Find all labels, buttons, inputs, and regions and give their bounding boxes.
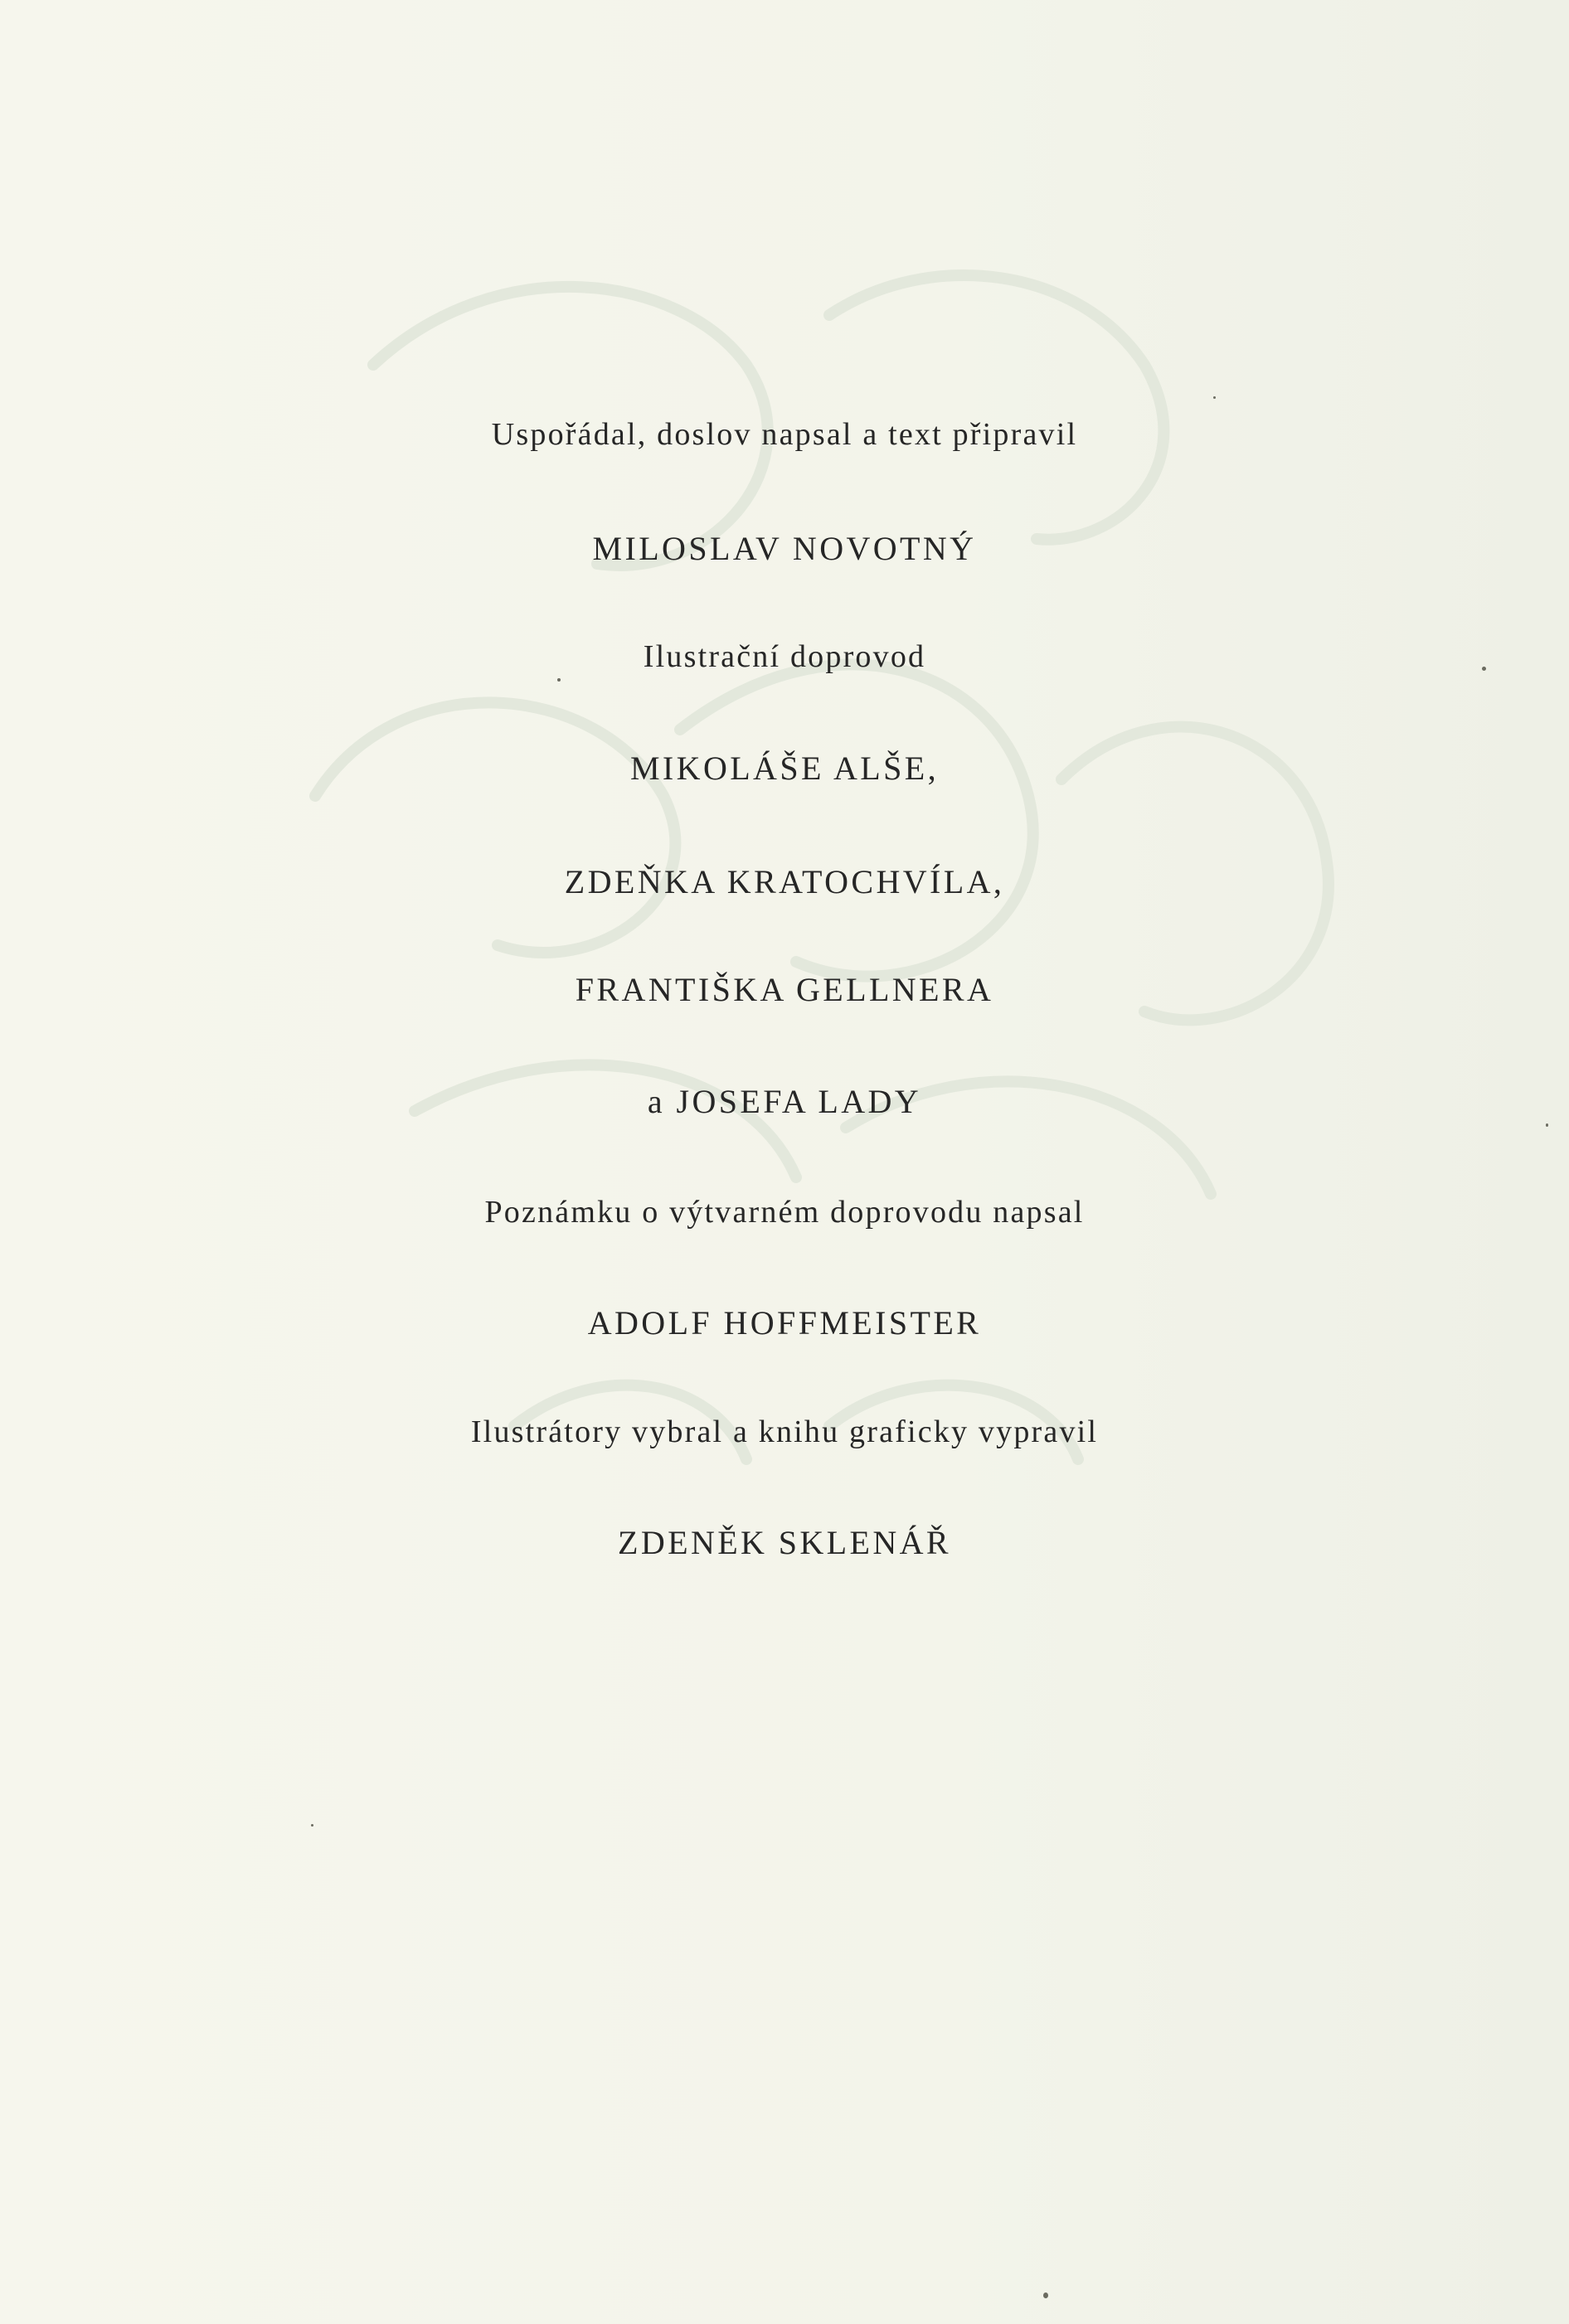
note-author-name: ADOLF HOFFMEISTER — [587, 1304, 982, 1342]
paper-speck — [1546, 1123, 1548, 1127]
paper-speck — [557, 678, 561, 682]
paper-speck — [1213, 396, 1216, 399]
paper-speck — [1043, 2292, 1048, 2298]
paper-speck — [311, 1824, 313, 1827]
paper-speck — [1482, 667, 1486, 671]
editor-credit-label: Uspořádal, doslov napsal a text připravil — [491, 417, 1078, 452]
illustrator-name-kratochvil: ZDEŇKA KRATOCHVÍLA, — [564, 863, 1005, 900]
designer-name: ZDENĚK SKLENÁŘ — [617, 1524, 951, 1561]
illustrator-name-gellner: FRANTIŠKA GELLNERA — [575, 971, 994, 1008]
note-credit-label: Poznámku o výtvarném doprovodu napsal — [484, 1195, 1085, 1230]
design-credit-label: Ilustrátory vybral a knihu graficky vypravil — [470, 1414, 1099, 1449]
illustrator-name-ales: MIKOLÁŠE ALŠE, — [629, 750, 940, 787]
editor-name: MILOSLAV NOVOTNÝ — [592, 530, 977, 567]
illustrator-name-lada: a JOSEFA LADY — [647, 1083, 922, 1120]
show-through-ornament — [249, 149, 1451, 1725]
illustrations-label: Ilustrační doprovod — [643, 639, 926, 674]
